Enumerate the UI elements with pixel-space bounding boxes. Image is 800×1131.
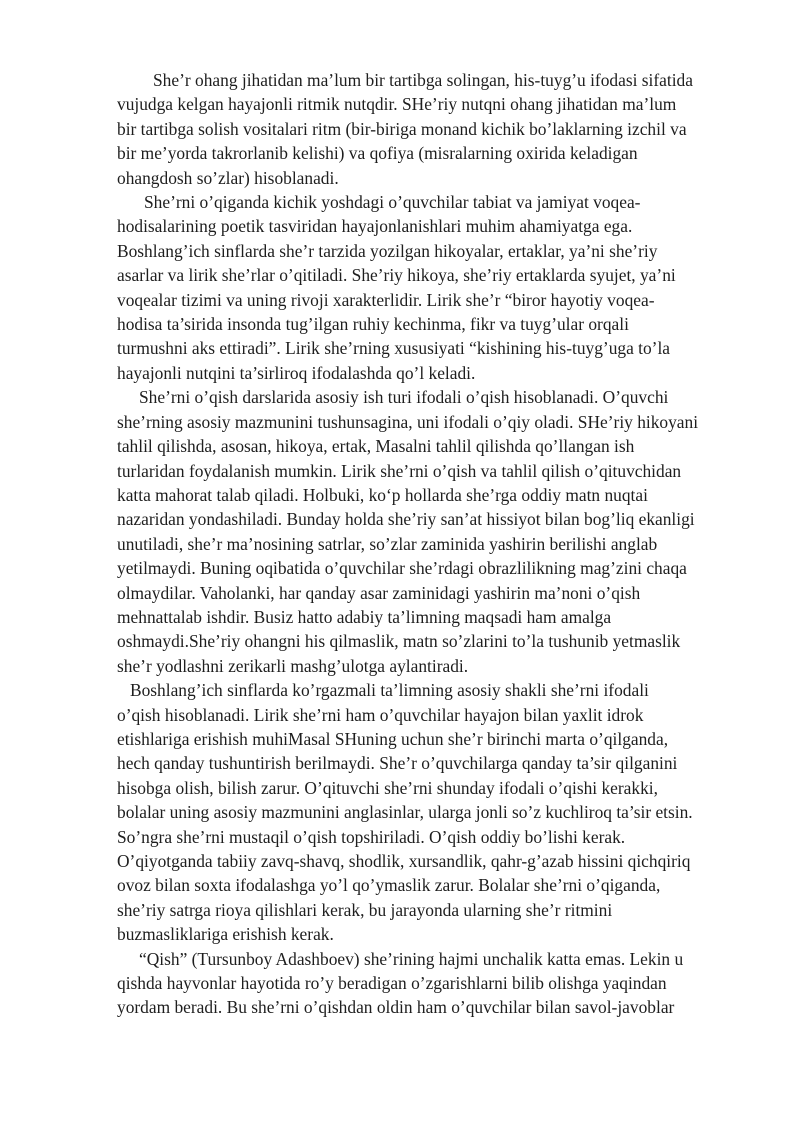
text-line: hodisa ta’sirida insonda tug’ilgan ruhiy kechinma, fikr va tuyg’ular orqali (117, 314, 629, 335)
paragraph-1 (117, 68, 783, 190)
text-line: She’rni o’qiganda kichik yoshdagi o’quvchilar tabiat va jamiyat voqea- (144, 192, 641, 213)
text-line: buzmasliklariga erishish kerak. (117, 924, 334, 945)
text-line: yordam beradi. Bu she’rni o’qishdan oldin ham o’quvchilar bilan savol-javoblar (117, 997, 675, 1018)
text-line: tahlil qilishda, asosan, hikoya, ertak, Masalni tahlil qilishda qo’llangan ish (117, 436, 635, 457)
text-line: hech qanday tushuntirish berilmaydi. She’r o’quvchilarga qanday ta’sir qilganini (117, 753, 678, 774)
text-line: bolalar uning asosiy mazmunini anglasinlar, ularga jonli so’z kuchliroq ta’sir etsin. (117, 802, 693, 823)
text-line: turmushni aks ettiradi”. Lirik she’rning xususiyati “kishining his-tuyg’uga to’la (117, 338, 671, 359)
text-line: she’r yodlashni zerikarli mashg’ulotga aylantiradi. (117, 655, 469, 676)
text-line: bir tartibga solish vositalari ritm (bir-biriga monand kichik bo’laklarning izchil va (117, 118, 687, 139)
text-line: yetilmaydi. Buning oqibatida o’quvchilar she’rdagi obrazlilikning mag’zini chaqa (117, 558, 687, 579)
paragraph-4 (117, 678, 783, 946)
text-line: “Qish” (Tursunboy Adashboev) she’rining hajmi unchalik katta emas. Lekin u (139, 948, 684, 969)
text-line: asarlar va lirik she’rlar o’qitiladi. She’riy hikoya, she’riy ertaklarda syujet, ya’ni (117, 265, 676, 286)
text-line: She’rni o’qish darslarida asosiy ish turi ifodali o’qish hisoblanadi. O’quvchi (139, 387, 669, 408)
text-line: vujudga kelgan hayajonli ritmik nutqdir. SHe’riy nutqni ohang jihatidan ma’lum (117, 94, 677, 115)
text-line: oshmaydi.She’riy ohangni his qilmaslik, matn so’zlarini to’la tushunib yetmaslik (117, 631, 681, 652)
text-line: Boshlang’ich sinflarda she’r tarzida yozilgan hikoyalar, ertaklar, ya’ni she’riy (117, 240, 658, 261)
paragraph-2 (117, 190, 783, 385)
paragraph-5 (117, 947, 783, 1020)
text-line: voqealar tizimi va uning rivoji xarakterlidir. Lirik she’r “biror hayotiy voqea- (117, 289, 655, 310)
text-line: qishda hayvonlar hayotida ro’y beradigan o’zgarishlarni bilib olishga yaqindan (117, 973, 667, 994)
text-line: hayajonli nutqini ta’sirliroq ifodalashda qo’l keladi. (117, 362, 476, 383)
text-line: hodisalarining poetik tasviridan hayajonlanishlari muhim ahamiyatga ega. (117, 216, 633, 237)
text-line: olmaydilar. Vaholanki, har qanday asar zaminidagi yashirin ma’noni o’qish (117, 582, 641, 603)
text-line: mehnattalab ishdir. Busiz hatto adabiy ta’limning maqsadi ham amalga (117, 606, 612, 627)
text-line: hisobga olish, bilish zarur. O’qituvchi she’rni shunday ifodali o’qishi kerakki, (117, 777, 658, 798)
text-line: She’r ohang jihatidan ma’lum bir tartibga solingan, his-tuyg’u ifodasi sifatida (153, 70, 693, 90)
text-line: unutiladi, she’r ma’nosining satrlar, so’zlar zaminida yashirin berilishi anglab (117, 533, 658, 554)
text-line: she’rning asosiy mazmunini tushunsagina, uni ifodali o’qiy oladi. SHe’riy hikoyani (117, 411, 699, 432)
text-line: So’ngra she’rni mustaqil o’qish topshiriladi. O’qish oddiy bo’lishi kerak. (117, 826, 626, 847)
text-line: etishlariga erishish muhiMasal SHuning uchun she’r birinchi marta o’qilganda, (117, 728, 669, 749)
text-line: Boshlang’ich sinflarda ko’rgazmali ta’limning asosiy shakli she’rni ifodali (130, 680, 649, 701)
text-line: ohangdosh so’zlar) hisoblanadi. (117, 167, 339, 188)
text-line: turlaridan foydalanish mumkin. Lirik she’rni o’qish va tahlil qilish o’qituvchidan (117, 460, 682, 481)
text-line: nazaridan yondashiladi. Bunday holda she’riy san’at hissiyot bilan bog’liq ekanligi (117, 509, 695, 530)
text-line: o’qish hisoblanadi. Lirik she’rni ham o’quvchilar hayajon bilan yaxlit idrok (117, 704, 644, 725)
text-line: she’riy satrga rioya qilishlari kerak, bu jarayonda ularning she’r ritmini (117, 899, 613, 920)
paragraph-3 (117, 385, 783, 678)
text-line: ovoz bilan soxta ifodalashga yo’l qo’ymaslik zarur. Bolalar she’rni o’qiganda, (117, 875, 661, 896)
text-line: bir me’yorda takrorlanib kelishi) va qofiya (misralarning oxirida keladigan (117, 143, 638, 164)
text-line: O’qiyotganda tabiiy zavq-shavq, shodlik, xursandlik, qahr-g’azab hissini qichqiriq (117, 851, 691, 871)
document-page (117, 68, 783, 1020)
text-line: katta mahorat talab qiladi. Holbuki, ko‘p hollarda she’rga oddiy matn nuqtai (117, 484, 648, 505)
